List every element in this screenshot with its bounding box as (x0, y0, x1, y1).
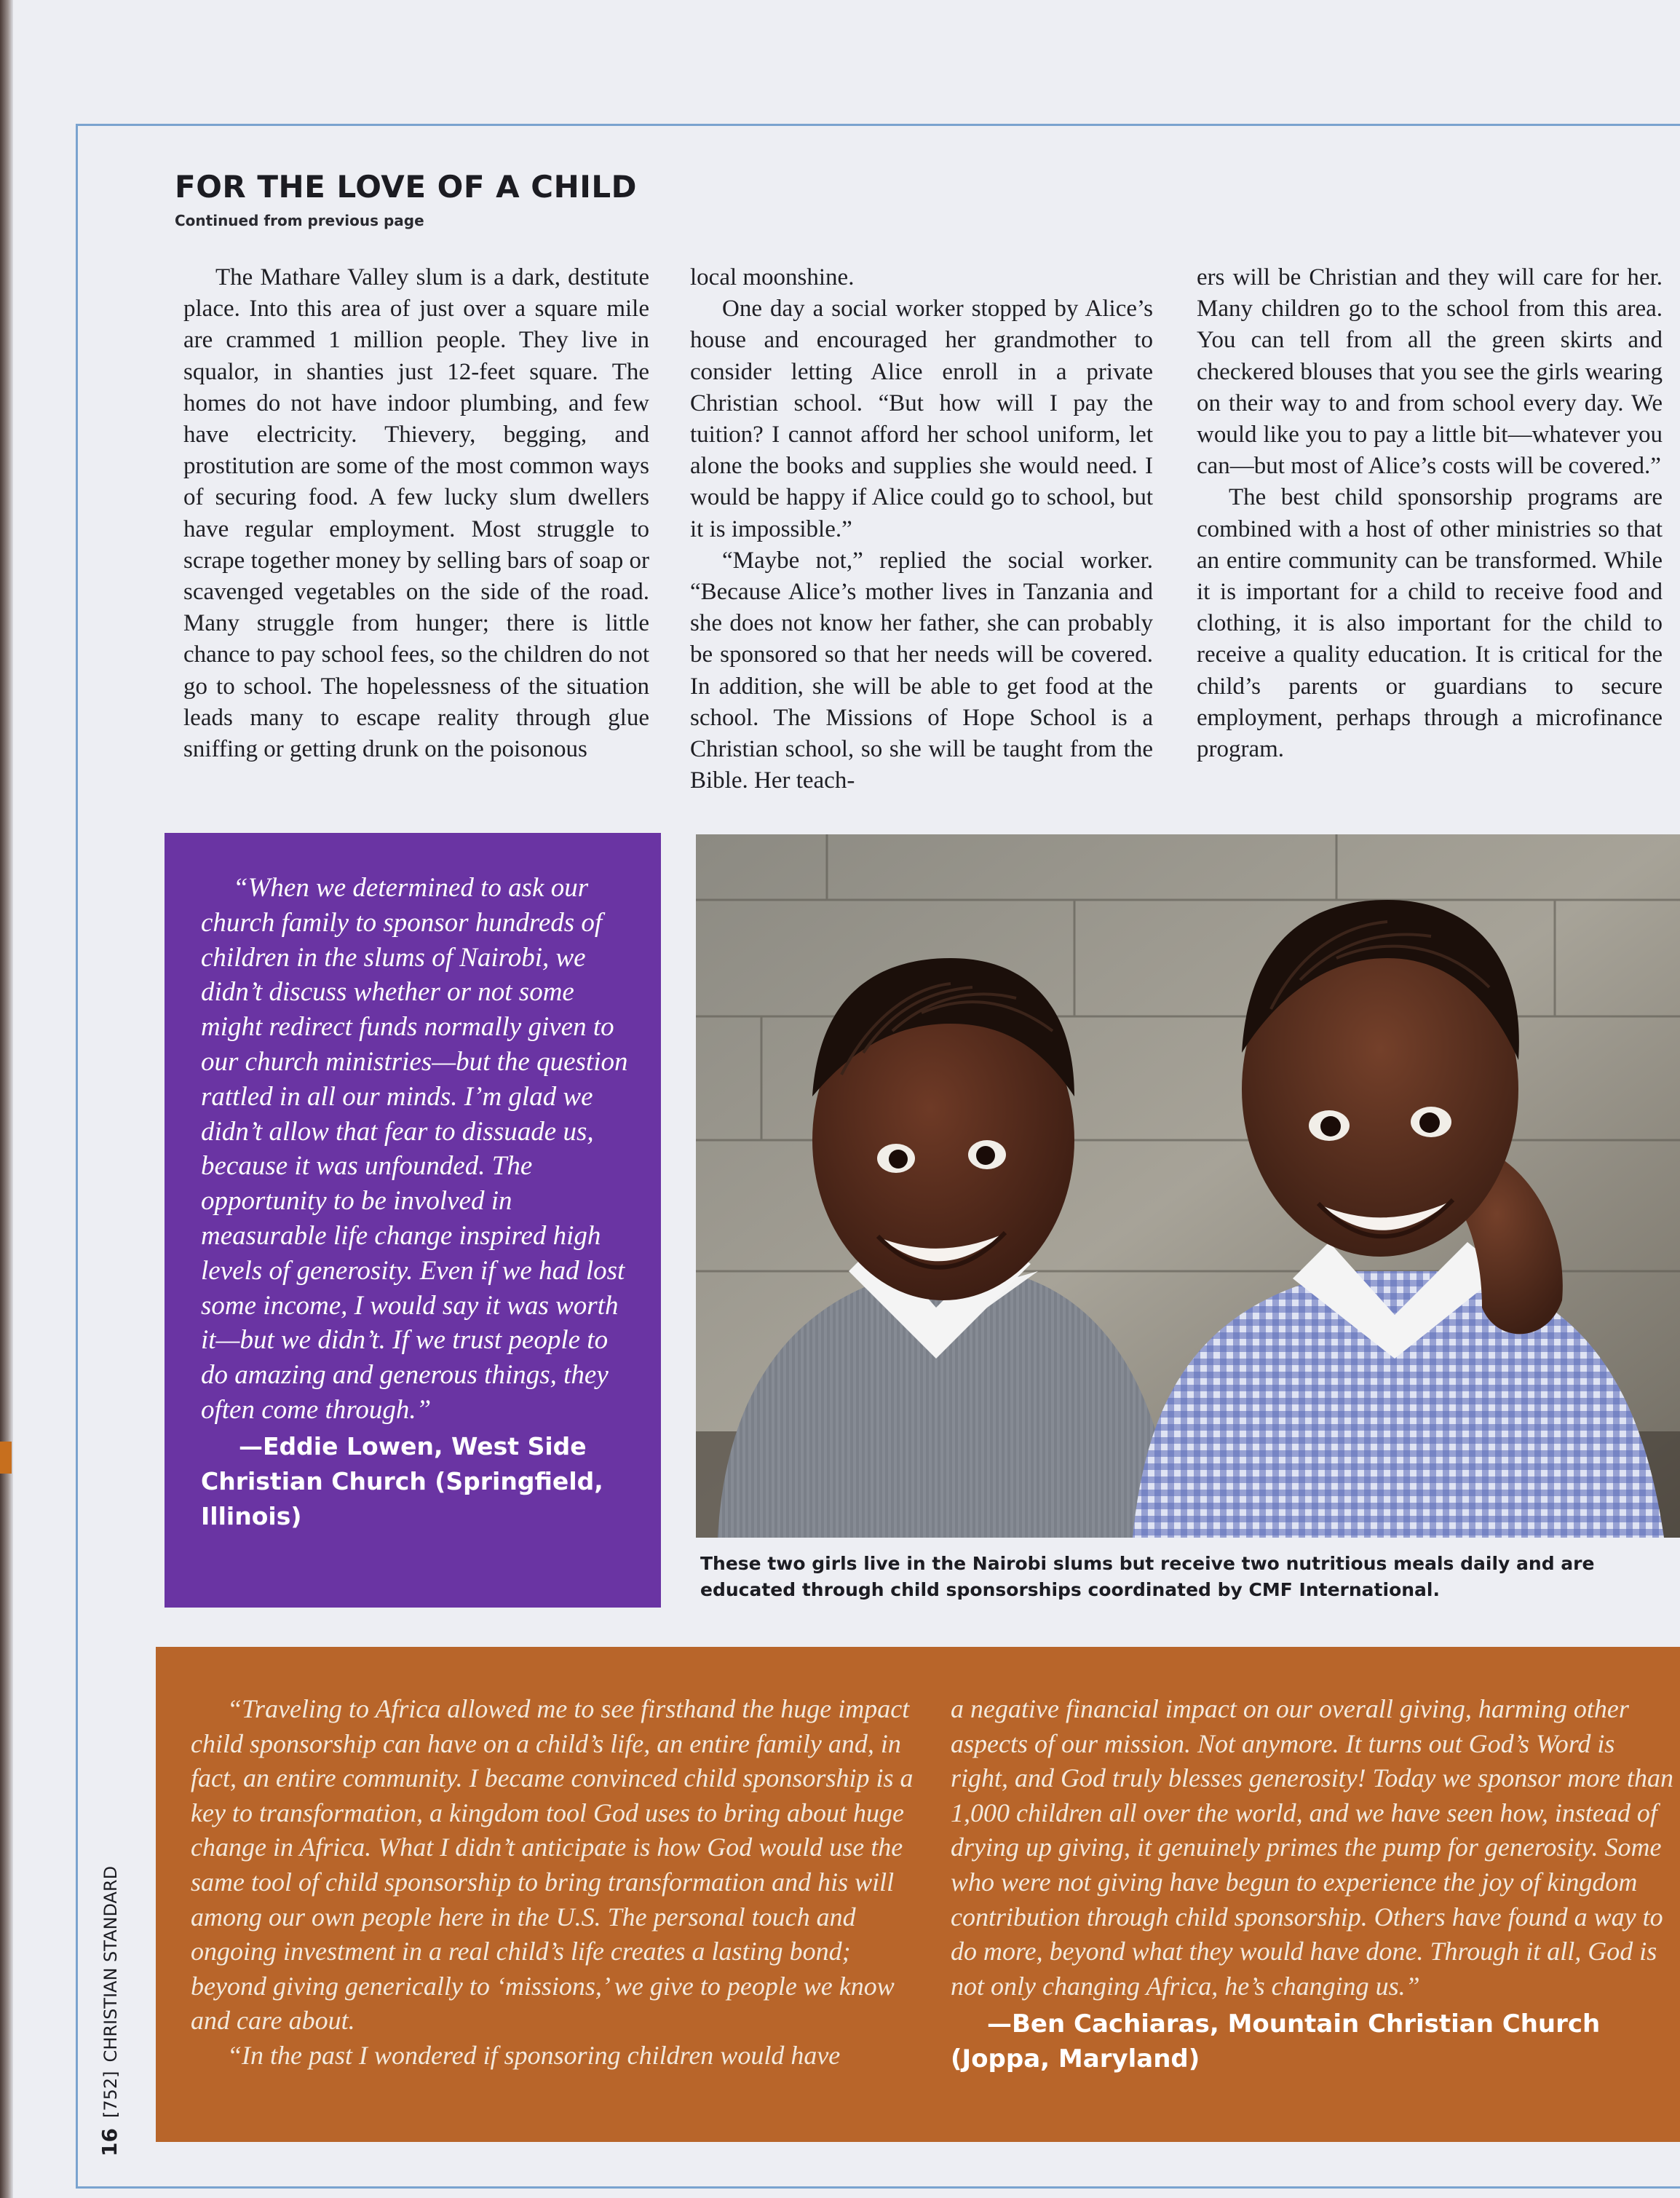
pullquote-attribution (201, 1429, 636, 1534)
pullquote-paragraph: a negative financial impact on our overall giving, harming other aspects of our mission. Not anymore. It turns out God’s Word is right, and God truly blesses generosity! Today we sponsor more than 1,000 children all over the world, and we have seen how, instead of drying up giving, it genuinely primes the pump for generosity. Some who were not giving have begun to experience the joy of kingdom contribution through child sponsorship. Others have found a way to do more, beyond what they would have done. Through it all, God is not only changing Africa, he’s changing us.” (951, 1694, 1673, 2001)
attribution-line: —Eddie Lowen, West Side (239, 1431, 587, 1460)
article-paragraph: ers will be Christian and they will care for her. Many children go to the school from this area. You can tell from all the green skirts and checkered blouses that you see the girls wearing on their way to and from school every day. We would like you to pay a little bit—whatever you can—but most of Alice’s costs will be covered.” (1197, 264, 1663, 480)
article-column-3 (1197, 262, 1663, 765)
pullquote-orange-column-2 (951, 1692, 1674, 2076)
pullquote-paragraph: “Traveling to Africa allowed me to see firsthand the huge impact child sponsorship can have on a child’s life, an entire family and, in fact, an entire community. I became convinced child sponsorship is a key to transformation, a kingdom tool God uses to bring about huge change in Africa. What I didn’t anticipate is how God would use the same tool of child sponsorship to bring transformation and his will among our own people here in the U.S. The personal touch and ongoing investment in a real child’s life creates a lasting bond; beyond giving generically to ‘missions,’ we give to people we know and care about. (191, 1694, 914, 2036)
attribution-line: (Joppa, Maryland) (951, 2044, 1200, 2074)
page-edge-mark (0, 1442, 12, 1474)
article-header (175, 169, 637, 229)
article-paragraph: The best child sponsorship programs are combined with a host of other ministries so that an entire community can be transformed. While it is important for a child to receive food and clothing, it is also important for the child to receive a quality education. It is critical for the child’s parents or guardians to secure employment, perhaps through a microfinance program. (1197, 484, 1663, 763)
photo-illustration (696, 834, 1680, 1538)
attribution-line: Christian Church (Springfield, (201, 1466, 603, 1495)
pullquote-text: “When we determined to ask our church family to sponsor hundreds of children in the slums of Nairobi, we didn’t discuss whether or not some might redirect funds normally given to our church ministries—but the question rattled in all our minds. I’m glad we didn’t allow that fear to dissuade us, because it was unfounded. The opportunity to be involved in measurable life change inspired high levels of generosity. Even if we had lost some income, I would say it was worth it—but we didn’t. If we trust people to do amazing and generous things, they often come through.” (201, 873, 628, 1425)
pullquote-orange-column-1 (191, 1692, 927, 2074)
page-folio (98, 1866, 122, 2157)
attribution-line: —Ben Cachiaras, Mountain Christian Church (987, 2009, 1601, 2039)
article-paragraph: local moonshine. (690, 264, 855, 290)
pullquote-orange-box (156, 1647, 1680, 2142)
page-edge-strip (0, 0, 13, 2198)
pullquote-attribution (951, 2007, 1674, 2076)
attribution-line: Illinois) (201, 1501, 302, 1530)
pullquote-purple-box (165, 833, 661, 1608)
article-column-2 (690, 262, 1153, 796)
issue-number: [752] (100, 2071, 121, 2119)
article-paragraph: One day a social worker stopped by Alice’s house and encouraged her grandmother to consider letting Alice enroll in a private Christian school. “But how will I pay the tuition? I cannot afford her school uniform, let alone the books and supplies she would need. I would be happy if Alice could go to school, but it is impossible.” (690, 296, 1153, 542)
continued-note: Continued from previous page (175, 212, 424, 229)
photo-caption: These two girls live in the Nairobi slums but receive two nutritious meals daily and are educated through child sponsorships coordinated by CMF International. (700, 1553, 1595, 1600)
publication-name: CHRISTIAN STANDARD (100, 1865, 121, 2063)
article-column-1 (183, 262, 649, 765)
article-title: FOR THE LOVE OF A CHILD (175, 169, 637, 205)
photo-two-girls (696, 834, 1680, 1538)
article-paragraph: “Maybe not,” replied the social worker. “Because Alice’s mother lives in Tanzania and she does not know her father, she can probably be sponsored so that her needs will be covered. In addition, she will be able to get food at the school. The Missions of Hope School is a Christian school, so she will be taught from the Bible. Her teach- (690, 547, 1153, 794)
article-paragraph: The Mathare Valley slum is a dark, destitute place. Into this area of just over a square mile are crammed 1 million people. They live in squalor, in shanties just 12-feet square. The homes do not have indoor plumbing, and few have electricity. Thievery, begging, and prostitution are some of the most common ways of securing food. A few lucky slum dwellers have regular employment. Most struggle to scrape together money by selling bars of soap or scavenged vegetables on the side of the road. Many struggle from hunger; there is little chance to pay school fees, so the children do not go to school. The hopelessness of the situation leads many to escape reality through glue sniffing or getting drunk on the poisonous (183, 264, 649, 763)
pullquote-paragraph: “In the past I wondered if sponsoring children would have (227, 2040, 841, 2070)
page-number: 16 (98, 2128, 122, 2157)
